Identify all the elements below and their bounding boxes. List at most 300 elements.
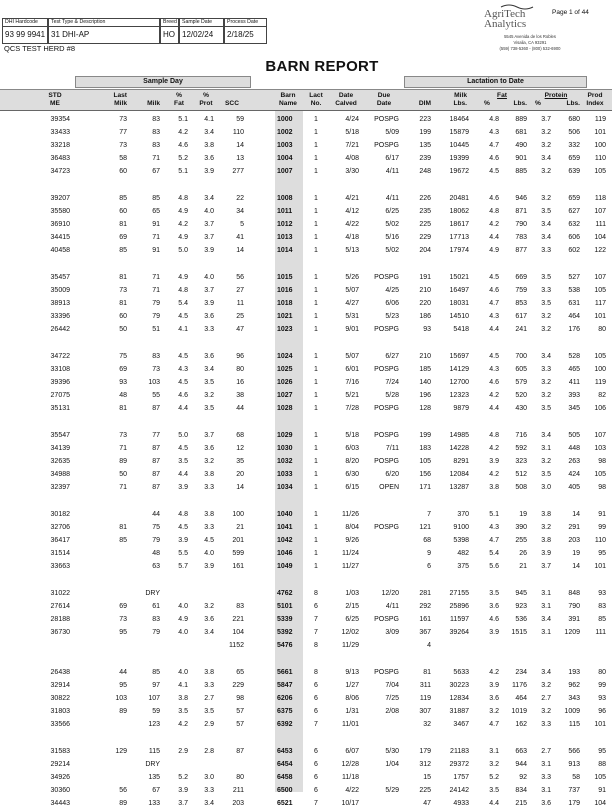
cell-prod-idx: 110 xyxy=(594,537,606,544)
cell-due: 4/25 xyxy=(385,287,399,294)
cell-prod-idx: 105 xyxy=(594,168,606,175)
cell-milk-lbs: 25896 xyxy=(449,603,469,610)
cell-fat-lbs: 234 xyxy=(515,669,527,676)
cell-milk: 73 xyxy=(152,366,160,373)
cell-milk: 67 xyxy=(152,787,160,794)
cell-prod-idx: 119 xyxy=(594,116,606,123)
cell-fat-lbs: 945 xyxy=(515,590,527,597)
col-milk-lbs: Milk Lbs. xyxy=(453,92,467,107)
cell-milk-lbs: 13287 xyxy=(449,484,469,491)
cell-milk-lbs: 14510 xyxy=(449,313,469,320)
cell-prot-lbs: 848 xyxy=(568,590,580,597)
cell-calved: 6/30 xyxy=(345,471,359,478)
cell-milk-lbs: 12834 xyxy=(449,695,469,702)
cell-prot-pct-l: 3.7 xyxy=(541,116,551,123)
cell-fat-pct-l: 4.2 xyxy=(489,221,499,228)
cell-prod-idx: 104 xyxy=(594,234,606,241)
cell-due: 6/20 xyxy=(385,471,399,478)
cell-prot-lbs: 391 xyxy=(568,616,580,623)
cell-prod-idx: 105 xyxy=(594,471,606,478)
cell-fat-pct: 3.7 xyxy=(178,800,188,807)
cell-fat-pct: 4.0 xyxy=(178,629,188,636)
col-protein: Protein xyxy=(544,92,568,99)
cell-prot-pct-l: 3.4 xyxy=(541,234,551,241)
test-type-box xyxy=(48,18,160,44)
cell-lact: 1 xyxy=(314,405,318,412)
group-header-lactation: Lactation to Date xyxy=(404,76,587,88)
cell-barn: 1041 xyxy=(277,524,293,531)
table-row xyxy=(0,560,612,573)
cell-calved: 5/18 xyxy=(345,432,359,439)
cell-prot-pct-l: 3.4 xyxy=(541,616,551,623)
cell-lact: 1 xyxy=(314,511,318,518)
cell-barn: 6454 xyxy=(277,761,293,768)
cell-milk: 115 xyxy=(148,748,160,755)
cell-scc: 104 xyxy=(232,629,244,636)
cell-fat-pct-l: 4.3 xyxy=(489,313,499,320)
cell-due: POSPG xyxy=(374,326,399,333)
cell-milk-lbs: 5418 xyxy=(453,326,469,333)
cell-prod-idx: 96 xyxy=(598,708,606,715)
cell-barn: 1008 xyxy=(277,195,293,202)
cell-last-milk: 89 xyxy=(119,458,127,465)
cell-calved: 7/28 xyxy=(345,405,359,412)
cell-prot-pct: 4.0 xyxy=(204,550,214,557)
cell-std-me: 39396 xyxy=(50,379,70,386)
table-row xyxy=(0,165,612,178)
cell-milk-lbs: 15697 xyxy=(449,353,469,360)
col-prot-pct-sub: % xyxy=(535,100,541,107)
cell-std-me: 33218 xyxy=(50,142,70,149)
cell-lact: 1 xyxy=(314,247,318,254)
cell-prot-pct: 3.0 xyxy=(204,774,214,781)
cell-fat-pct: 4.9 xyxy=(178,616,188,623)
cell-prod-idx: 100 xyxy=(594,142,606,149)
cell-dim: 199 xyxy=(419,432,431,439)
cell-prod-idx: 101 xyxy=(594,129,606,136)
cell-fat-pct: 4.8 xyxy=(178,195,188,202)
table-row xyxy=(0,718,612,731)
cell-std-me: 30182 xyxy=(50,511,70,518)
cell-scc: 57 xyxy=(236,708,244,715)
cell-fat-lbs: 323 xyxy=(515,458,527,465)
cell-scc: 83 xyxy=(236,603,244,610)
cell-std-me: 29214 xyxy=(50,761,70,768)
cell-milk: 85 xyxy=(152,195,160,202)
cell-prot-pct: 3.9 xyxy=(204,563,214,570)
cell-due: POSPG xyxy=(374,616,399,623)
cell-prot-pct-l: 3.1 xyxy=(541,603,551,610)
cell-calved: 9/26 xyxy=(345,537,359,544)
cell-milk-lbs: 12323 xyxy=(449,392,469,399)
logo-line2: Analytics xyxy=(484,18,527,30)
cell-milk: 135 xyxy=(148,774,160,781)
cell-barn: 6375 xyxy=(277,708,293,715)
cell-prot-pct-l: 3.3 xyxy=(541,774,551,781)
cell-prot-lbs: 538 xyxy=(568,287,580,294)
cell-prot-lbs: 14 xyxy=(572,563,580,570)
cell-fat-pct: 4.9 xyxy=(178,274,188,281)
cell-milk-lbs: 9879 xyxy=(453,405,469,412)
cell-prod-idx: 85 xyxy=(598,616,606,623)
cell-prot-lbs: 19 xyxy=(572,550,580,557)
cell-due: 5/23 xyxy=(385,313,399,320)
cell-fat-pct-l: 3.1 xyxy=(489,748,499,755)
cell-calved: 8/06 xyxy=(345,695,359,702)
cell-scc: 41 xyxy=(236,234,244,241)
cell-prot-pct-l: 3.5 xyxy=(541,208,551,215)
cell-fat-lbs: 617 xyxy=(515,313,527,320)
cell-fat-lbs: 853 xyxy=(515,300,527,307)
cell-barn: 1002 xyxy=(277,129,293,136)
cell-fat-pct-l: 4.6 xyxy=(489,287,499,294)
cell-fat-pct: 3.5 xyxy=(178,458,188,465)
cell-prot-lbs: 393 xyxy=(568,392,580,399)
cell-barn: 1034 xyxy=(277,484,293,491)
cell-prot-pct-l: 3.2 xyxy=(541,524,551,531)
cell-prot-pct-l: 3.4 xyxy=(541,432,551,439)
cell-dim: 367 xyxy=(419,629,431,636)
cell-dim: 312 xyxy=(419,761,431,768)
cell-last-milk: 71 xyxy=(119,445,127,452)
cell-prot-pct: 3.4 xyxy=(204,195,214,202)
cell-fat-pct-l: 5.4 xyxy=(489,550,499,557)
cell-prot-lbs: 527 xyxy=(568,274,580,281)
table-row xyxy=(0,587,612,600)
cell-fat-pct-l: 4.2 xyxy=(489,445,499,452)
cell-calved: 4/22 xyxy=(345,787,359,794)
col-scc: SCC xyxy=(225,100,239,107)
cell-prot-pct: 3.3 xyxy=(204,682,214,689)
cell-scc: 14 xyxy=(236,247,244,254)
cell-prot-pct: 3.8 xyxy=(204,142,214,149)
cell-milk-lbs: 375 xyxy=(457,563,469,570)
cell-calved: 6/07 xyxy=(345,748,359,755)
col-prot-pct: % Prot xyxy=(199,92,213,107)
cell-prot-lbs: 1009 xyxy=(564,708,580,715)
cell-prot-pct: 2.7 xyxy=(204,695,214,702)
cell-prot-lbs: 263 xyxy=(568,458,580,465)
cell-prot-lbs: 179 xyxy=(568,800,580,807)
breed-value: HO xyxy=(163,30,175,39)
cell-fat-pct-l: 4.8 xyxy=(489,208,499,215)
cell-prot-pct-l: 3.2 xyxy=(541,129,551,136)
cell-prot-pct: 3.9 xyxy=(204,168,214,175)
cell-scc: 65 xyxy=(236,669,244,676)
cell-prot-lbs: 632 xyxy=(568,221,580,228)
cell-milk: 61 xyxy=(152,603,160,610)
cell-prot-pct: 3.5 xyxy=(204,405,214,412)
address-line1: 5545 Avenida de los Robles xyxy=(504,34,556,39)
cell-std-me: 26442 xyxy=(50,326,70,333)
cell-std-me: 34139 xyxy=(50,445,70,452)
cell-last-milk: 48 xyxy=(119,392,127,399)
cell-barn: 1026 xyxy=(277,379,293,386)
cell-barn: 1033 xyxy=(277,471,293,478)
cell-milk: 83 xyxy=(152,129,160,136)
cell-dim: 210 xyxy=(419,287,431,294)
cell-std-me: 32397 xyxy=(50,484,70,491)
cell-fat-lbs: 26 xyxy=(519,550,527,557)
test-type-label: Test Type & Description xyxy=(49,19,159,27)
cell-fat-pct-l: 4.9 xyxy=(489,247,499,254)
cell-due: 5/16 xyxy=(385,234,399,241)
cell-prod-idx: 99 xyxy=(598,682,606,689)
cell-milk: 87 xyxy=(152,445,160,452)
cell-milk: 59 xyxy=(152,708,160,715)
cell-fat-pct: 5.5 xyxy=(178,550,188,557)
cell-fat-pct: 4.2 xyxy=(178,221,188,228)
cell-prod-idx: 103 xyxy=(594,445,606,452)
cell-milk-lbs: 21183 xyxy=(450,748,469,755)
cell-dim: 185 xyxy=(419,366,431,373)
cell-lact: 1 xyxy=(314,353,318,360)
cell-fat-lbs: 464 xyxy=(515,695,527,702)
cell-calved: 11/26 xyxy=(342,511,359,518)
cell-prod-idx: 107 xyxy=(594,432,606,439)
cell-std-me: 28188 xyxy=(50,616,70,623)
cell-milk: 87 xyxy=(152,458,160,465)
cell-fat-pct: 4.2 xyxy=(178,721,188,728)
cell-fat-lbs: 592 xyxy=(515,445,527,452)
cell-fat-pct: 4.4 xyxy=(178,405,188,412)
cell-fat-lbs: 1176 xyxy=(511,682,527,689)
table-row xyxy=(0,745,612,758)
cell-last-milk: 95 xyxy=(119,682,127,689)
cell-dim: 161 xyxy=(419,616,431,623)
cell-fat-lbs: 871 xyxy=(515,208,527,215)
cell-lact: 7 xyxy=(314,800,318,807)
cell-last-milk: 85 xyxy=(119,247,127,254)
cell-prod-idx: 93 xyxy=(598,590,606,597)
cell-calved: 11/27 xyxy=(342,563,359,570)
cell-std-me: 35131 xyxy=(50,405,70,412)
cell-due: 6/17 xyxy=(385,155,399,162)
cell-lact: 1 xyxy=(314,208,318,215)
table-row xyxy=(0,705,612,718)
cell-last-milk: 81 xyxy=(119,524,127,531)
cell-fat-pct: 2.9 xyxy=(178,748,188,755)
cell-barn: 5847 xyxy=(277,682,293,689)
cell-fat-pct: 5.4 xyxy=(178,300,188,307)
cell-prot-pct: 3.5 xyxy=(204,708,214,715)
cell-last-milk: 50 xyxy=(119,471,127,478)
cell-fat-pct: 5.1 xyxy=(178,116,188,123)
cell-std-me: 35547 xyxy=(50,432,70,439)
cell-fat-lbs: 21 xyxy=(519,563,527,570)
cell-prod-idx: 118 xyxy=(594,195,606,202)
cell-milk: 75 xyxy=(152,524,160,531)
cell-prot-pct: 3.3 xyxy=(204,484,214,491)
col-fat-pct: % Fat xyxy=(174,92,184,107)
herd-name: QCS TEST HERD #8 xyxy=(4,44,75,53)
cell-fat-lbs: 946 xyxy=(515,195,527,202)
cell-barn: 1011 xyxy=(277,208,293,215)
cell-fat-lbs: 783 xyxy=(515,234,527,241)
cell-calved: 6/15 xyxy=(345,484,359,491)
cell-fat-pct: 4.5 xyxy=(178,353,188,360)
cell-fat-pct: 4.8 xyxy=(178,287,188,294)
table-row xyxy=(0,784,612,797)
cell-dim: 307 xyxy=(419,708,431,715)
table-row xyxy=(0,389,612,402)
table-row xyxy=(0,455,612,468)
cell-prod-idx: 101 xyxy=(594,721,606,728)
cell-prot-lbs: 464 xyxy=(568,313,580,320)
cell-calved: 5/13 xyxy=(345,247,359,254)
cell-fat-pct-l: 5.2 xyxy=(489,774,499,781)
table-row xyxy=(0,402,612,415)
cell-prot-pct-l: 3.4 xyxy=(541,155,551,162)
cell-prot-pct-l: 3.2 xyxy=(541,458,551,465)
cell-calved: 4/08 xyxy=(345,155,359,162)
col-prod-index: Prod Index xyxy=(586,92,604,107)
cell-barn: 1015 xyxy=(277,274,293,281)
cell-due: 4/11 xyxy=(385,168,399,175)
cell-fat-lbs: 490 xyxy=(515,142,527,149)
cell-prot-lbs: 506 xyxy=(568,129,580,136)
cell-barn: 1018 xyxy=(277,300,293,307)
cell-barn: 1030 xyxy=(277,445,293,452)
cell-last-milk: 81 xyxy=(119,405,127,412)
cell-prot-pct: 4.0 xyxy=(204,274,214,281)
cell-milk-lbs: 14129 xyxy=(449,366,469,373)
cell-fat-pct: 4.5 xyxy=(178,445,188,452)
cell-calved: 11/18 xyxy=(342,774,359,781)
cell-std-me: 34988 xyxy=(50,471,70,478)
cell-lact: 7 xyxy=(314,721,318,728)
cell-barn: 1023 xyxy=(277,326,293,333)
cell-prot-lbs: 115 xyxy=(568,721,580,728)
cell-fat-lbs: 215 xyxy=(515,800,527,807)
cell-std-me: 27614 xyxy=(50,603,70,610)
cell-milk: 107 xyxy=(148,695,160,702)
cell-fat-pct-l: 4.2 xyxy=(489,392,499,399)
cell-std-me: 33396 xyxy=(50,313,70,320)
cell-fat-pct: 4.0 xyxy=(178,669,188,676)
cell-lact: 1 xyxy=(314,432,318,439)
cell-dim: 93 xyxy=(423,326,431,333)
cell-prot-pct-l: 3.3 xyxy=(541,247,551,254)
cell-prot-pct: 3.6 xyxy=(204,313,214,320)
table-row xyxy=(0,363,612,376)
cell-lact: 8 xyxy=(314,669,318,676)
cell-lact: 6 xyxy=(314,748,318,755)
cell-prot-pct-l: 3.2 xyxy=(541,326,551,333)
cell-prot-pct: 3.7 xyxy=(204,221,214,228)
cell-dim: 105 xyxy=(419,458,431,465)
cell-due: 7/24 xyxy=(385,379,399,386)
sample-date-box xyxy=(179,18,224,44)
cell-fat-lbs: 681 xyxy=(515,129,527,136)
cell-milk-lbs: 10445 xyxy=(449,142,469,149)
cell-last-milk: 60 xyxy=(119,168,127,175)
cell-milk: 123 xyxy=(148,721,160,728)
cell-prot-pct-l: 3.0 xyxy=(541,484,551,491)
cell-std-me: 33566 xyxy=(50,721,70,728)
cell-dim: 47 xyxy=(423,800,431,807)
breed-label: Breed xyxy=(163,19,177,25)
cell-fat-pct-l: 5.6 xyxy=(489,563,499,570)
cell-lact: 8 xyxy=(314,590,318,597)
cell-prot-pct-l: 3.3 xyxy=(541,366,551,373)
cell-due: POSPG xyxy=(374,405,399,412)
cell-dim: 311 xyxy=(419,682,431,689)
cell-milk: 44 xyxy=(152,511,160,518)
cell-due: POSPG xyxy=(374,458,399,465)
cell-scc: 44 xyxy=(236,405,244,412)
cell-fat-pct: 5.1 xyxy=(178,168,188,175)
cell-fat-pct: 4.2 xyxy=(178,129,188,136)
cell-dim: 140 xyxy=(419,379,431,386)
cell-prot-pct-l: 3.2 xyxy=(541,195,551,202)
dhi-hardcode-box xyxy=(2,18,48,44)
cell-fat-pct-l: 4.5 xyxy=(489,353,499,360)
cell-prod-idx: 122 xyxy=(594,247,606,254)
cell-scc: 201 xyxy=(232,537,244,544)
cell-fat-lbs: 716 xyxy=(515,432,527,439)
cell-fat-pct-l: 3.6 xyxy=(489,695,499,702)
table-row xyxy=(0,666,612,679)
table-row xyxy=(0,442,612,455)
table-row xyxy=(0,271,612,284)
cell-last-milk: 73 xyxy=(119,142,127,149)
cell-milk-lbs: 29372 xyxy=(449,761,469,768)
cell-prot-pct: 3.2 xyxy=(204,392,214,399)
cell-fat-pct: 3.8 xyxy=(178,695,188,702)
cell-prot-pct-l: 3.6 xyxy=(541,800,551,807)
table-row xyxy=(0,323,612,336)
col-prot-lbs-sub: Lbs. xyxy=(566,100,580,107)
cell-fat-pct: 4.5 xyxy=(178,379,188,386)
cell-prot-lbs: 203 xyxy=(568,537,580,544)
cell-dim: 121 xyxy=(419,524,431,531)
cell-fat-pct: 4.4 xyxy=(178,471,188,478)
cell-last-milk: 95 xyxy=(119,629,127,636)
cell-std-me: 32635 xyxy=(50,458,70,465)
cell-prot-pct: 3.2 xyxy=(204,458,214,465)
cell-milk-lbs: 4933 xyxy=(453,800,469,807)
cell-scc: 27 xyxy=(236,287,244,294)
cell-dim: 191 xyxy=(419,274,431,281)
table-row xyxy=(0,534,612,547)
cell-prot-pct-l: 3.4 xyxy=(541,221,551,228)
cell-std-me: 36483 xyxy=(50,155,70,162)
cell-prot-pct-l: 3.4 xyxy=(541,669,551,676)
col-lact-no: Lact No. xyxy=(309,92,323,107)
cell-milk: 79 xyxy=(152,313,160,320)
cell-prot-pct-l: 3.1 xyxy=(541,445,551,452)
cell-fat-pct-l: 5.1 xyxy=(489,511,499,518)
cell-barn: 4762 xyxy=(277,590,293,597)
logo-line1: AgriTech xyxy=(484,8,526,20)
cell-std-me: 33108 xyxy=(50,366,70,373)
cell-dim: 210 xyxy=(419,353,431,360)
cell-calved: 6/25 xyxy=(345,616,359,623)
cell-std-me: 36730 xyxy=(50,629,70,636)
cell-due: 7/11 xyxy=(385,445,399,452)
cell-due: 4/11 xyxy=(385,195,399,202)
cell-prot-pct: 3.6 xyxy=(204,616,214,623)
cell-prot-pct-l: 3.3 xyxy=(541,721,551,728)
table-row xyxy=(0,679,612,692)
cell-scc: 21 xyxy=(236,524,244,531)
cell-fat-lbs: 579 xyxy=(515,379,527,386)
table-body xyxy=(0,113,612,810)
table-row xyxy=(0,508,612,521)
cell-dim: 225 xyxy=(419,787,431,794)
table-row xyxy=(0,205,612,218)
